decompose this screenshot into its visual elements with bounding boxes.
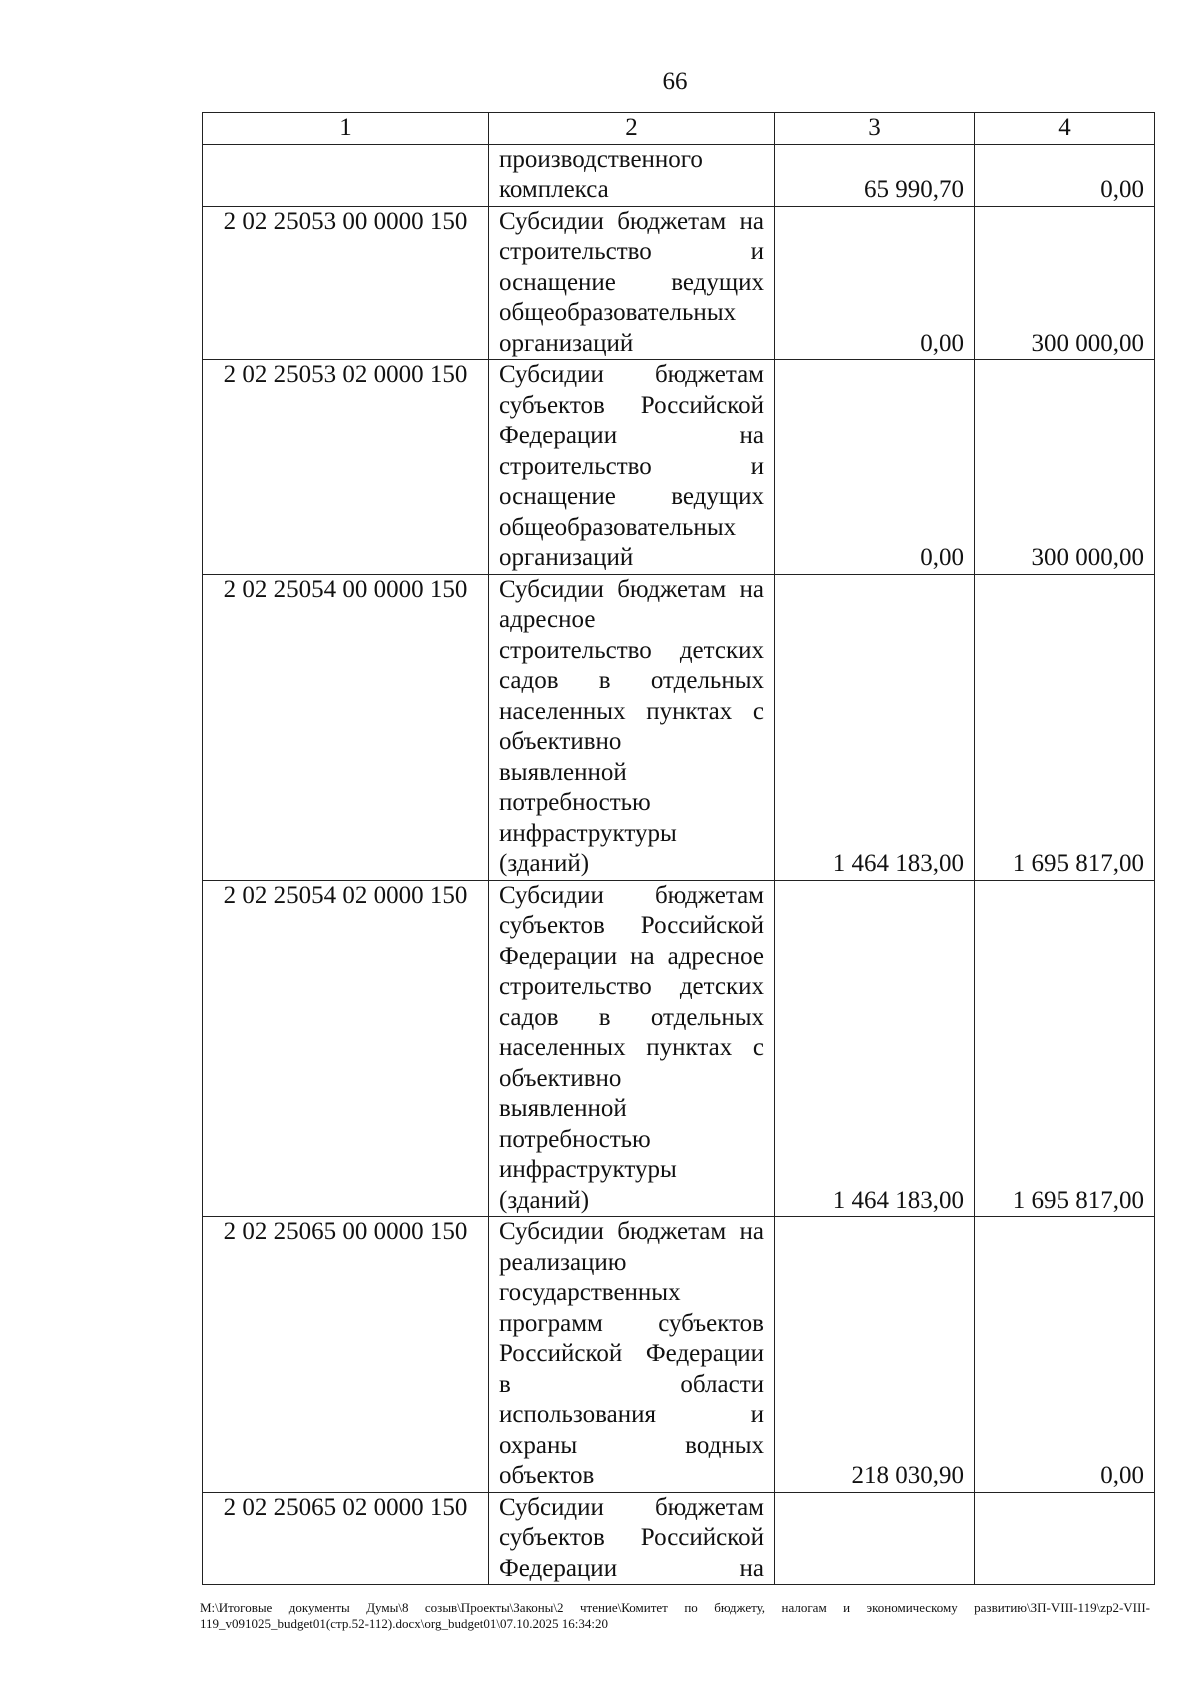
description-line: объективно (499, 1064, 622, 1092)
description-line: Субсидии бюджетам на (499, 207, 764, 235)
budget-code-cell (203, 144, 489, 206)
budget-table (202, 112, 1155, 1585)
description-line: инфраструктуры (499, 1156, 677, 1183)
description-cell (489, 1217, 775, 1493)
budget-code-cell: 2 02 25054 02 0000 150 (203, 880, 489, 1217)
column-header-4: 4 (975, 113, 1155, 145)
description-line: организаций (499, 544, 634, 571)
amount-col3-cell: 0,00 (775, 360, 975, 575)
amount-col3-cell: 0,00 (775, 206, 975, 360)
description-line: Федерации на (499, 422, 764, 449)
description-line: программ субъектов (499, 1309, 764, 1337)
description-line: садов в отдельных (499, 1003, 764, 1031)
description-cell (489, 880, 775, 1217)
description-line: объектов (499, 1462, 595, 1489)
amount-col3-cell: 218 030,90 (775, 1217, 975, 1493)
description-line: строительство и (499, 452, 764, 480)
table-header-row (203, 113, 1155, 145)
description-line: строительство детских (499, 636, 764, 664)
column-header-3: 3 (775, 113, 975, 145)
amount-col4-cell: 0,00 (975, 1217, 1155, 1493)
amount-col3-cell: 1 464 183,00 (775, 574, 975, 880)
budget-code-cell: 2 02 25065 02 0000 150 (203, 1492, 489, 1585)
budget-code-cell: 2 02 25053 02 0000 150 (203, 360, 489, 575)
description-line: объективно (499, 728, 622, 755)
description-cell (489, 1492, 775, 1585)
description-line: Российской Федерации (499, 1340, 764, 1367)
description-line: общеобразовательных (499, 513, 737, 541)
table-body (203, 144, 1155, 1585)
description-cell (489, 206, 775, 360)
description-line: государственных (499, 1279, 681, 1306)
description-line: использования и (499, 1401, 764, 1428)
description-line: Субсидии бюджетам (499, 361, 764, 388)
description-line: адресное (499, 606, 596, 633)
description-line: оснащение ведущих (499, 268, 764, 296)
column-header-2: 2 (489, 113, 775, 145)
description-cell (489, 574, 775, 880)
description-line: Субсидии бюджетам на (499, 575, 764, 603)
table-row (203, 1492, 1155, 1585)
page-number: 66 (662, 68, 688, 95)
description-line: населенных пунктах с (499, 1034, 764, 1061)
description-line: Субсидии бюджетам на (499, 1218, 764, 1245)
description-line: Федерации на (499, 1554, 764, 1582)
description-line: потребностью (499, 1125, 651, 1153)
description-cell (489, 144, 775, 206)
table-row (203, 144, 1155, 206)
description-line: общеобразовательных (499, 299, 737, 326)
description-line: выявленной (499, 758, 627, 786)
description-line: комплекса (499, 176, 609, 203)
file-path-footer: M:\Итоговые документы Думы\8 созыв\Проекты\Законы\2 чтение\Комитет по бюджету, налогам и экономическому развитию\ЗП-VIII-119\zp2-VIII-119_v091025_budget01(стр.52-112).docx\org_budget01\07.10.2025 16:34:20 (200, 1600, 1150, 1631)
description-line: в области (499, 1370, 764, 1398)
description-line: строительство и (499, 238, 764, 265)
description-line: охраны водных (499, 1431, 764, 1459)
amount-col3-cell (775, 1492, 975, 1585)
amount-col3-cell: 1 464 183,00 (775, 880, 975, 1217)
description-line: инфраструктуры (499, 819, 677, 847)
description-line: населенных пунктах с (499, 697, 764, 725)
table-row (203, 1217, 1155, 1493)
amount-col3-cell: 65 990,70 (775, 144, 975, 206)
description-line: Субсидии бюджетам (499, 881, 764, 909)
description-line: потребностью (499, 789, 651, 816)
amount-col4-cell: 1 695 817,00 (975, 574, 1155, 880)
description-line: субъектов Российской (499, 391, 764, 419)
description-line: строительство детских (499, 973, 764, 1000)
amount-col4-cell: 0,00 (975, 144, 1155, 206)
budget-code-cell: 2 02 25054 00 0000 150 (203, 574, 489, 880)
description-line: Федерации на адресное (499, 942, 764, 970)
amount-col4-cell (975, 1492, 1155, 1585)
description-line: (зданий) (499, 850, 590, 877)
amount-col4-cell: 300 000,00 (975, 206, 1155, 360)
description-cell (489, 360, 775, 575)
description-line: оснащение ведущих (499, 483, 764, 510)
table-row (203, 206, 1155, 360)
description-line: садов в отдельных (499, 667, 764, 694)
amount-col4-cell: 300 000,00 (975, 360, 1155, 575)
description-line: Субсидии бюджетам (499, 1493, 764, 1521)
description-line: реализацию (499, 1248, 627, 1276)
description-line: организаций (499, 329, 634, 357)
table-row (203, 574, 1155, 880)
description-line: выявленной (499, 1095, 627, 1122)
table-row (203, 880, 1155, 1217)
amount-col4-cell: 1 695 817,00 (975, 880, 1155, 1217)
description-line: производственного (499, 145, 703, 173)
description-line: субъектов Российской (499, 1524, 764, 1551)
table-row (203, 360, 1155, 575)
description-line: (зданий) (499, 1186, 590, 1214)
description-line: субъектов Российской (499, 912, 764, 939)
budget-code-cell: 2 02 25065 00 0000 150 (203, 1217, 489, 1493)
column-header-1: 1 (203, 113, 489, 145)
budget-code-cell: 2 02 25053 00 0000 150 (203, 206, 489, 360)
